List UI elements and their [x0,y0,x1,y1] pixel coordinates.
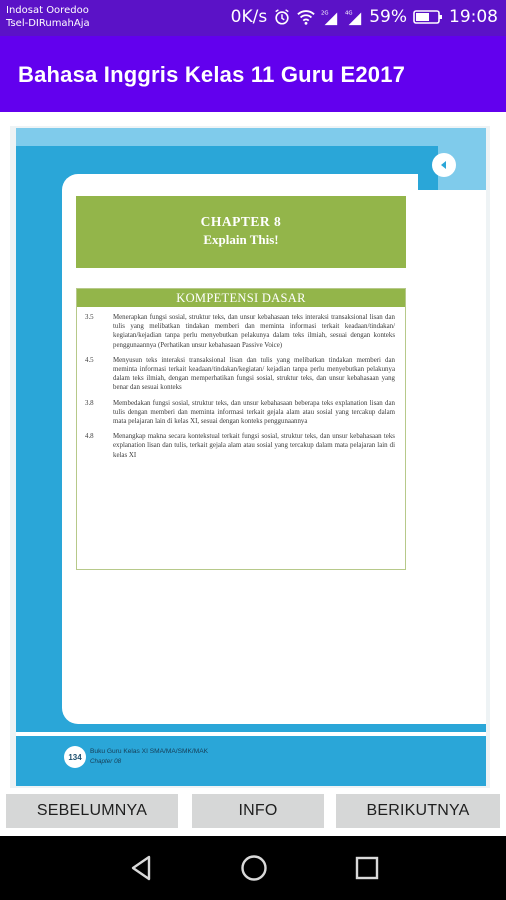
competency-number: 3.5 [85,314,94,321]
app-title: Bahasa Inggris Kelas 11 Guru E2017 [18,62,406,87]
signal-4g-icon [345,8,363,26]
competency-text: Membedakan fungsi sosial, struktur teks, dan unsur kebahasaan beberapa teks explanation lisan dan tulis dengan memberi dan meminta informasi terkait gejala alam atau sosial yang tercakup dalam mata pelajaran lain di kelas XI, sesuai dengan konteks penggunaannya [113,399,395,426]
app-bar [0,36,506,112]
status-bar [0,0,506,36]
competency-number: 4.5 [85,356,94,364]
chapter-banner [76,196,406,268]
carrier-info [6,4,90,30]
competency-item [85,399,395,427]
page-number: 134 [64,746,86,768]
competency-item [85,356,395,393]
footer-book-title: Buku Guru Kelas XI SMA/MA/SMK/MAK [90,748,208,755]
net-speed: 0K/s [230,7,268,27]
competency-text: Menangkap makna secara kontekstual terkait fungsi sosial, struktur teks, dan unsur kebahasaan teks explanation lisan dan tulis, terkait gejala alam atau sosial yang tercakup dalam mata pelajaran lain di kelas XI [113,433,395,459]
wifi-icon [297,8,315,26]
home-circle-icon[interactable] [240,854,268,882]
footer-chapter: Chapter 08 [90,758,122,765]
info-button[interactable]: INFO [192,794,324,828]
next-button[interactable]: BERIKUTNYA [336,794,500,828]
competency-list [77,307,405,460]
chapter-title: CHAPTER 8 [200,214,282,229]
chapter-subtitle: Explain This! [203,232,279,247]
page-back-button[interactable] [432,153,456,177]
page-navigation [0,794,506,836]
document-viewer[interactable] [0,112,506,794]
svg-text:4G: 4G [345,10,353,17]
clock: 19:08 [449,7,498,27]
page-footer [16,736,486,786]
competency-number: 4.8 [85,433,94,441]
carrier-line-1: Indosat Ooredoo [6,5,89,16]
system-navigation-bar [0,836,506,900]
back-triangle-icon[interactable] [128,854,156,882]
back-arrow-icon [437,158,451,172]
competency-header: KOMPETENSI DASAR [77,289,405,307]
page-right-margin [416,190,486,724]
competency-number: 3.8 [85,399,94,407]
competency-box [76,288,406,570]
competency-text: Menyusun teks interaksi transaksional lisan dan tulis yang melibatkan tindakan memberi dan meminta informasi terkait keadaan/tindakan/kegiatan/ kejadian tanpa perlu menyebutkan pelakunya dalam teks ilmiah, dengan memperhatikan fungsi sosial, struktur teks, dan unsur kebahasaan yang benar dan sesuai konteks [113,356,395,392]
carrier-line-2: Tsel-DIRumahAja [6,18,90,29]
svg-text:2G: 2G [321,10,329,17]
recents-square-icon[interactable] [355,856,379,880]
page-top-band [16,128,486,146]
page-footer-band [16,724,486,732]
status-indicators [231,7,498,27]
competency-text: Menerapkan fungsi sosial, struktur teks, dan unsur kebahasaan teks interaksi transaksional lisan dan tulis yang melibatkan tindakan memberi dan meminta informasi terkait keadaan/tindakan/ kegiatan/kejadian tanpa perlu menyebutkan pelakunya dalam teks ilmiah, sesuai dengan konteks penggunaannya (Perhatikan unsur kebahasaan Passive Voice) [113,314,395,349]
competency-item [85,313,395,350]
battery-icon [413,9,443,25]
competency-item [85,432,395,460]
signal-2g-icon [321,8,339,26]
alarm-icon [273,8,291,26]
book-page [16,128,486,786]
battery-percent: 59% [369,7,407,27]
previous-button[interactable]: SEBELUMNYA [6,794,178,828]
